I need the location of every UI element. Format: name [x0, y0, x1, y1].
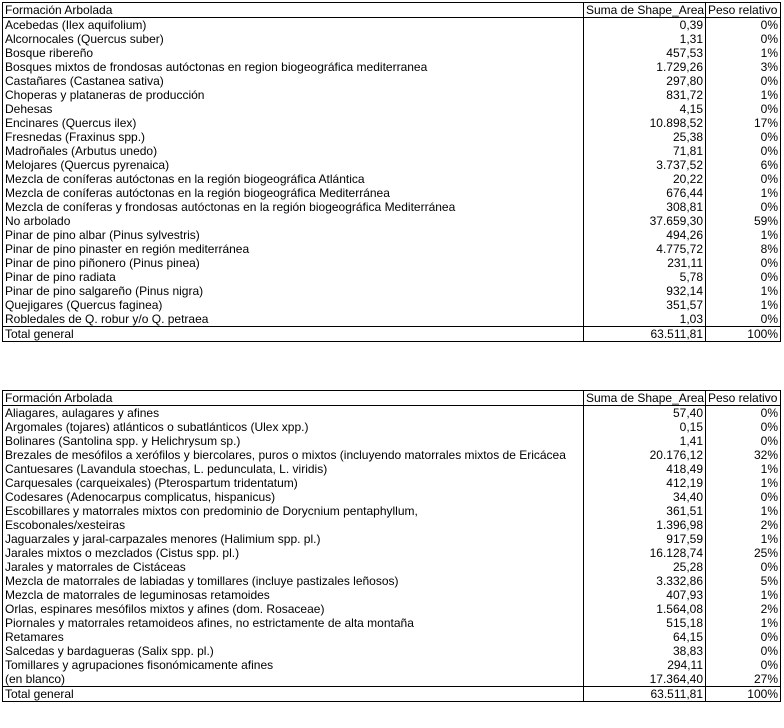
cell-peso[interactable]: 0%	[706, 420, 781, 434]
cell-area[interactable]: 1,03	[584, 312, 706, 327]
cell-formacion[interactable]: Castañares (Castanea sativa)	[3, 74, 584, 88]
table-row	[3, 630, 781, 644]
cell-area[interactable]: 412,19	[584, 476, 706, 490]
cell-formacion[interactable]: Tomillares y agrupaciones fisonómicamente afines	[3, 658, 584, 672]
cell-peso[interactable]: 0%	[706, 434, 781, 448]
table-row	[3, 602, 781, 616]
cell-peso[interactable]: 27%	[706, 672, 781, 687]
total-label[interactable]: Total general	[3, 687, 584, 702]
cell-peso[interactable]: 1%	[706, 228, 781, 242]
cell-formacion[interactable]: Cantuesares (Lavandula stoechas, L. pedunculata, L. viridis)	[3, 462, 584, 476]
cell-area[interactable]: 4,15	[584, 102, 706, 116]
cell-formacion[interactable]: Brezales de mesófilos a xerófilos y biercolares, puros o mixtos (incluyendo matorrales mixtos de Ericácea	[3, 448, 584, 462]
cell-formacion[interactable]: Retamares	[3, 630, 584, 644]
cell-area[interactable]: 20,22	[584, 172, 706, 186]
cell-peso[interactable]: 0%	[706, 490, 781, 504]
cell-peso[interactable]: 0%	[706, 172, 781, 186]
cell-formacion[interactable]: Melojares (Quercus pyrenaica)	[3, 158, 584, 172]
cell-formacion[interactable]: Pinar de pino pinaster en región mediterránea	[3, 242, 584, 256]
cell-peso[interactable]: 32%	[706, 448, 781, 462]
cell-peso[interactable]: 0%	[706, 74, 781, 88]
cell-peso[interactable]: 8%	[706, 242, 781, 256]
cell-area[interactable]: 0,39	[584, 18, 706, 33]
header-formacion[interactable]: Formación Arbolada	[3, 3, 584, 18]
cell-formacion[interactable]: Madroñales (Arbutus unedo)	[3, 144, 584, 158]
table-row	[3, 448, 781, 462]
cell-peso[interactable]: 25%	[706, 546, 781, 560]
cell-formacion[interactable]: Pinar de pino radiata	[3, 270, 584, 284]
cell-peso[interactable]: 0%	[706, 270, 781, 284]
cell-formacion[interactable]: Aliagares, aulagares y afines	[3, 406, 584, 421]
table-row	[3, 462, 781, 476]
cell-formacion[interactable]: Argomales (tojares) atlánticos o subatlánticos (Ulex xpp.)	[3, 420, 584, 434]
table-row	[3, 60, 781, 74]
cell-peso[interactable]: 0%	[706, 630, 781, 644]
cell-formacion[interactable]: Bosque ribereño	[3, 46, 584, 60]
cell-area[interactable]: 25,28	[584, 560, 706, 574]
table-row	[3, 256, 781, 270]
cell-area[interactable]: 1.564,08	[584, 602, 706, 616]
table-formacion-matorral	[2, 390, 781, 702]
cell-peso[interactable]: 1%	[706, 616, 781, 630]
cell-formacion[interactable]: Mezcla de coníferas y frondosas autóctonas en la región biogeográfica Mediterránea	[3, 200, 584, 214]
cell-area[interactable]: 457,53	[584, 46, 706, 60]
cell-peso[interactable]: 1%	[706, 46, 781, 60]
cell-formacion[interactable]: Pinar de pino piñonero (Pinus pinea)	[3, 256, 584, 270]
cell-peso[interactable]: 0%	[706, 644, 781, 658]
cell-area[interactable]: 294,11	[584, 658, 706, 672]
table-row	[3, 186, 781, 200]
cell-formacion[interactable]: Jarales y matorrales de Cistáceas	[3, 560, 584, 574]
cell-area[interactable]: 231,11	[584, 256, 706, 270]
table-row	[3, 476, 781, 490]
table-row	[3, 228, 781, 242]
cell-area[interactable]: 17.364,40	[584, 672, 706, 687]
table-row	[3, 560, 781, 574]
cell-area[interactable]: 10.898,52	[584, 116, 706, 130]
total-row	[3, 687, 781, 702]
cell-area[interactable]: 20.176,12	[584, 448, 706, 462]
cell-formacion[interactable]: Escobillares y matorrales mixtos con predominio de Dorycnium pentaphyllum,	[3, 504, 584, 518]
cell-formacion[interactable]: Jarales mixtos o mezclados (Cistus spp. pl.)	[3, 546, 584, 560]
table-row	[3, 88, 781, 102]
cell-formacion[interactable]: Quejigares (Quercus faginea)	[3, 298, 584, 312]
cell-area[interactable]: 1,41	[584, 434, 706, 448]
cell-peso[interactable]: 6%	[706, 158, 781, 172]
cell-peso[interactable]: 1%	[706, 504, 781, 518]
cell-peso[interactable]: 1%	[706, 588, 781, 602]
cell-formacion[interactable]: Mezcla de matorrales de leguminosas retamoides	[3, 588, 584, 602]
header-peso-relativo[interactable]: Peso relativo	[706, 3, 781, 18]
cell-peso[interactable]: 1%	[706, 532, 781, 546]
cell-peso[interactable]: 1%	[706, 186, 781, 200]
table-row	[3, 130, 781, 144]
cell-peso[interactable]: 1%	[706, 476, 781, 490]
cell-area[interactable]: 0,15	[584, 420, 706, 434]
cell-peso[interactable]: 59%	[706, 214, 781, 228]
cell-area[interactable]: 351,57	[584, 298, 706, 312]
cell-area[interactable]: 25,38	[584, 130, 706, 144]
cell-formacion[interactable]: Mezcla de coníferas autóctonas en la región biogeográfica Mediterránea	[3, 186, 584, 200]
table-row	[3, 102, 781, 116]
table-row	[3, 490, 781, 504]
table-row	[3, 518, 781, 532]
table-row	[3, 242, 781, 256]
table-row	[3, 32, 781, 46]
cell-area[interactable]: 1,31	[584, 32, 706, 46]
table-row	[3, 298, 781, 312]
table-row	[3, 116, 781, 130]
cell-peso[interactable]: 0%	[706, 560, 781, 574]
cell-area[interactable]: 38,83	[584, 644, 706, 658]
cell-formacion[interactable]: Codesares (Adenocarpus complicatus, hispanicus)	[3, 490, 584, 504]
cell-formacion[interactable]: (en blanco)	[3, 672, 584, 687]
cell-formacion[interactable]: Jaguarzales y jaral-carpazales menores (Halimium spp. pl.)	[3, 532, 584, 546]
cell-peso[interactable]: 1%	[706, 298, 781, 312]
table-row	[3, 172, 781, 186]
table-row	[3, 588, 781, 602]
cell-area[interactable]: 1.729,26	[584, 60, 706, 74]
cell-peso[interactable]: 5%	[706, 574, 781, 588]
cell-area[interactable]: 5,78	[584, 270, 706, 284]
cell-peso[interactable]: 2%	[706, 602, 781, 616]
cell-peso[interactable]: 0%	[706, 18, 781, 33]
cell-formacion[interactable]: Mezcla de coníferas autóctonas en la región biogeográfica Atlántica	[3, 172, 584, 186]
table-row	[3, 616, 781, 630]
cell-formacion[interactable]: Alcornocales (Quercus suber)	[3, 32, 584, 46]
cell-area[interactable]: 34,40	[584, 490, 706, 504]
cell-peso[interactable]: 1%	[706, 88, 781, 102]
cell-peso[interactable]: 0%	[706, 406, 781, 421]
header-peso-relativo[interactable]: Peso relativo	[706, 391, 781, 406]
table-row	[3, 214, 781, 228]
cell-area[interactable]: 308,81	[584, 200, 706, 214]
cell-formacion[interactable]: Escobonales/xesteiras	[3, 518, 584, 532]
cell-area[interactable]: 831,72	[584, 88, 706, 102]
total-area[interactable]: 63.511,81	[584, 327, 706, 342]
cell-formacion[interactable]: Carquesales (carqueixales) (Pterospartum tridentatum)	[3, 476, 584, 490]
table-row	[3, 406, 781, 421]
cell-formacion[interactable]: Orlas, espinares mesófilos mixtos y afines (dom. Rosaceae)	[3, 602, 584, 616]
cell-formacion[interactable]: No arbolado	[3, 214, 584, 228]
cell-area[interactable]: 57,40	[584, 406, 706, 421]
table-header-row	[3, 3, 781, 18]
cell-area[interactable]: 37.659,30	[584, 214, 706, 228]
total-peso[interactable]: 100%	[706, 687, 781, 702]
table-row	[3, 546, 781, 560]
table-row	[3, 312, 781, 327]
cell-formacion[interactable]: Salcedas y bardagueras (Salix spp. pl.)	[3, 644, 584, 658]
cell-formacion[interactable]: Bosques mixtos de frondosas autóctonas en region biogeográfica mediterranea	[3, 60, 584, 74]
cell-peso[interactable]: 0%	[706, 658, 781, 672]
cell-peso[interactable]: 1%	[706, 284, 781, 298]
cell-peso[interactable]: 0%	[706, 102, 781, 116]
cell-formacion[interactable]: Encinares (Quercus ilex)	[3, 116, 584, 130]
table-row	[3, 18, 781, 33]
cell-peso[interactable]: 0%	[706, 144, 781, 158]
cell-area[interactable]: 297,80	[584, 74, 706, 88]
cell-area[interactable]: 1.396,98	[584, 518, 706, 532]
cell-area[interactable]: 676,44	[584, 186, 706, 200]
cell-area[interactable]: 71,81	[584, 144, 706, 158]
cell-area[interactable]: 407,93	[584, 588, 706, 602]
cell-area[interactable]: 494,26	[584, 228, 706, 242]
cell-peso[interactable]: 2%	[706, 518, 781, 532]
table-row	[3, 144, 781, 158]
cell-area[interactable]: 64,15	[584, 630, 706, 644]
cell-formacion[interactable]: Fresnedas (Fraxinus spp.)	[3, 130, 584, 144]
cell-area[interactable]: 515,18	[584, 616, 706, 630]
table-row	[3, 532, 781, 546]
table-row	[3, 574, 781, 588]
cell-formacion[interactable]: Choperas y plataneras de producción	[3, 88, 584, 102]
table-formacion-arbolada	[2, 2, 781, 342]
table-row	[3, 74, 781, 88]
cell-formacion[interactable]: Bolinares (Santolina spp. y Helichrysum sp.)	[3, 434, 584, 448]
table-row	[3, 200, 781, 214]
table-row	[3, 644, 781, 658]
cell-peso[interactable]: 0%	[706, 312, 781, 327]
total-label[interactable]: Total general	[3, 327, 584, 342]
cell-formacion[interactable]: Robledales de Q. robur y/o Q. petraea	[3, 312, 584, 327]
cell-peso[interactable]: 3%	[706, 60, 781, 74]
cell-formacion[interactable]: Pinar de pino albar (Pinus sylvestris)	[3, 228, 584, 242]
cell-formacion[interactable]: Mezcla de matorrales de labiadas y tomillares (incluye pastizales leñosos)	[3, 574, 584, 588]
table-row	[3, 270, 781, 284]
table-row	[3, 672, 781, 687]
table-row	[3, 434, 781, 448]
cell-peso[interactable]: 0%	[706, 130, 781, 144]
cell-formacion[interactable]: Piornales y matorrales retamoideos afines, no estrictamente de alta montaña	[3, 616, 584, 630]
header-formacion[interactable]: Formación Arbolada	[3, 391, 584, 406]
cell-peso[interactable]: 0%	[706, 32, 781, 46]
cell-formacion[interactable]: Pinar de pino salgareño (Pinus nigra)	[3, 284, 584, 298]
total-peso[interactable]: 100%	[706, 327, 781, 342]
cell-peso[interactable]: 17%	[706, 116, 781, 130]
cell-area[interactable]: 3.737,52	[584, 158, 706, 172]
cell-area[interactable]: 361,51	[584, 504, 706, 518]
cell-area[interactable]: 917,59	[584, 532, 706, 546]
cell-area[interactable]: 3.332,86	[584, 574, 706, 588]
table-header-row	[3, 391, 781, 406]
table-row	[3, 420, 781, 434]
cell-peso[interactable]: 0%	[706, 256, 781, 270]
table-row	[3, 284, 781, 298]
table-row	[3, 658, 781, 672]
cell-area[interactable]: 4.775,72	[584, 242, 706, 256]
header-suma-shape-area[interactable]: Suma de Shape_Area	[584, 3, 706, 18]
table-row	[3, 158, 781, 172]
table-row	[3, 46, 781, 60]
header-suma-shape-area[interactable]: Suma de Shape_Area	[584, 391, 706, 406]
cell-formacion[interactable]: Dehesas	[3, 102, 584, 116]
cell-area[interactable]: 418,49	[584, 462, 706, 476]
cell-peso[interactable]: 1%	[706, 462, 781, 476]
total-row	[3, 327, 781, 342]
cell-formacion[interactable]: Acebedas (Ilex aquifolium)	[3, 18, 584, 33]
cell-area[interactable]: 16.128,74	[584, 546, 706, 560]
cell-peso[interactable]: 0%	[706, 200, 781, 214]
total-area[interactable]: 63.511,81	[584, 687, 706, 702]
cell-area[interactable]: 932,14	[584, 284, 706, 298]
table-row	[3, 504, 781, 518]
